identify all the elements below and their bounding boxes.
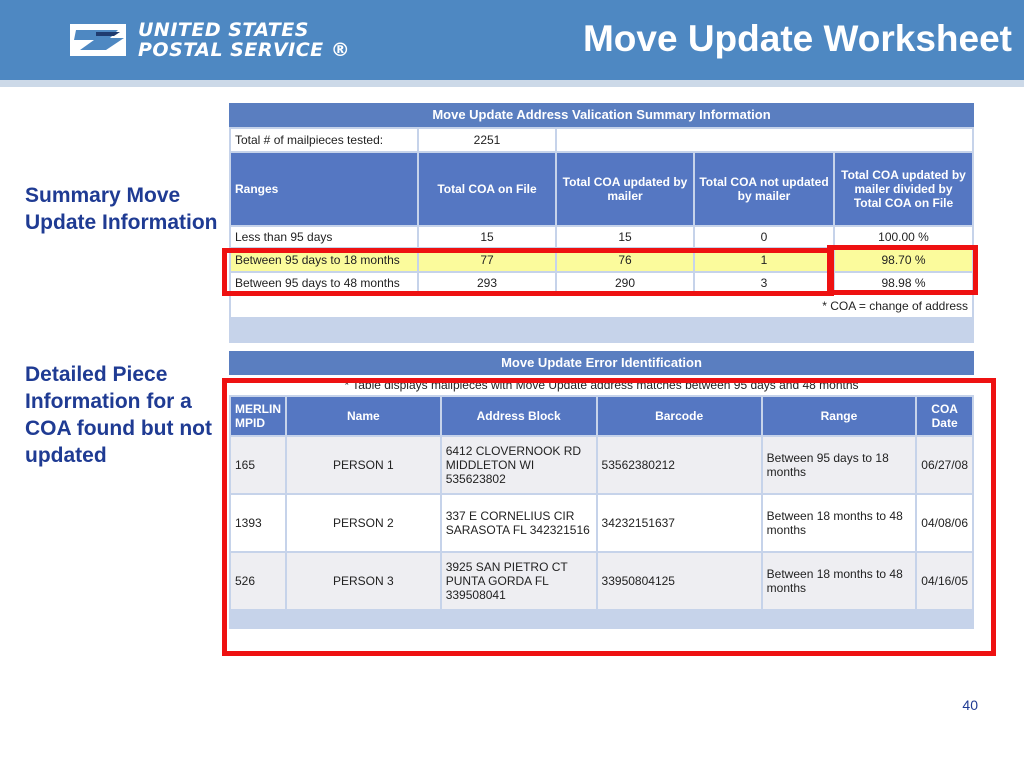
- header-bar: [0, 0, 1024, 80]
- detail-subheading: * Table displays mailpieces with Move Update address matches between 95 days and 48 months: [229, 375, 974, 395]
- logo-wordmark: [138, 20, 350, 60]
- summary-header-row: [231, 153, 972, 225]
- value-cell: 293: [419, 273, 555, 293]
- highlight-box-detail: [222, 378, 996, 656]
- value-cell: 0: [695, 227, 833, 247]
- col-coa-date: COA Date: [917, 397, 972, 435]
- range-cell: Less than 95 days: [231, 227, 417, 247]
- value-cell: 15: [419, 227, 555, 247]
- col-merlin-mpid: MERLIN MPID: [231, 397, 285, 435]
- col-range: Range: [763, 397, 916, 435]
- summary-row: [231, 227, 972, 247]
- highlight-box-ratio: [827, 245, 978, 295]
- logo-line1: UNITED STATES: [138, 19, 309, 41]
- col-total-coa: Total COA on File: [419, 153, 555, 225]
- col-ratio: Total COA updated by mailer divided by Total COA on File: [835, 153, 972, 225]
- detail-heading: Move Update Error Identification: [229, 351, 974, 375]
- value-cell: 290: [557, 273, 693, 293]
- mpid-cell: 1393: [231, 495, 285, 551]
- date-cell: 04/16/05: [917, 553, 972, 609]
- eagle-icon: [66, 20, 130, 60]
- col-ranges: Ranges: [231, 153, 417, 225]
- value-cell: 77: [419, 249, 555, 271]
- col-coa-not-updated: Total COA not updated by mailer: [695, 153, 833, 225]
- value-cell: 3: [695, 273, 833, 293]
- date-cell: 04/08/06: [917, 495, 972, 551]
- page-title: Move Update Worksheet: [582, 18, 1012, 59]
- logo-line2: POSTAL SERVICE ®: [138, 39, 351, 61]
- value-cell: 76: [557, 249, 693, 271]
- col-name: Name: [287, 397, 440, 435]
- range-cell: Between 18 months to 48 months: [763, 495, 916, 551]
- barcode-cell: 34232151637: [598, 495, 761, 551]
- address-cell: 337 E CORNELIUS CIR SARASOTA FL 342321516: [442, 495, 596, 551]
- value-cell: 98.98 %: [835, 273, 972, 293]
- summary-panel: [229, 103, 974, 343]
- name-cell: PERSON 2: [287, 495, 440, 551]
- name-cell: PERSON 3: [287, 553, 440, 609]
- address-cell: 3925 SAN PIETRO CT PUNTA GORDA FL 339508041: [442, 553, 596, 609]
- highlight-box-row: [222, 248, 834, 296]
- header-divider: [0, 80, 1024, 87]
- coa-note: * COA = change of address: [231, 295, 972, 317]
- page-number: 40: [962, 697, 978, 713]
- total-label: Total # of mailpieces tested:: [231, 129, 417, 151]
- total-filler: [557, 129, 972, 151]
- detail-side-label: Detailed Piece Information for a COA found but not updated: [25, 363, 212, 467]
- col-barcode: Barcode: [598, 397, 761, 435]
- name-cell: PERSON 1: [287, 437, 440, 493]
- value-cell: 15: [557, 227, 693, 247]
- mpid-cell: 526: [231, 553, 285, 609]
- address-cell: 6412 CLOVERNOOK RD MIDDLETON WI 535623802: [442, 437, 596, 493]
- range-cell: Between 18 months to 48 months: [763, 553, 916, 609]
- total-value: 2251: [419, 129, 555, 151]
- range-cell: Between 95 days to 48 months: [231, 273, 417, 293]
- summary-side-label: Summary Move Update Information: [25, 184, 218, 234]
- value-cell: 1: [695, 249, 833, 271]
- value-cell: 100.00 %: [835, 227, 972, 247]
- barcode-cell: 53562380212: [598, 437, 761, 493]
- total-row: [231, 129, 972, 151]
- col-coa-updated: Total COA updated by mailer: [557, 153, 693, 225]
- note-row: [231, 295, 972, 317]
- range-cell: Between 95 days to 18 months: [231, 249, 417, 271]
- col-address-block: Address Block: [442, 397, 596, 435]
- date-cell: 06/27/08: [917, 437, 972, 493]
- value-cell: 98.70 %: [835, 249, 972, 271]
- summary-heading: Move Update Address Valication Summary Information: [229, 103, 974, 127]
- range-cell: Between 95 days to 18 months: [763, 437, 916, 493]
- barcode-cell: 33950804125: [598, 553, 761, 609]
- usps-logo: [66, 18, 351, 64]
- mpid-cell: 165: [231, 437, 285, 493]
